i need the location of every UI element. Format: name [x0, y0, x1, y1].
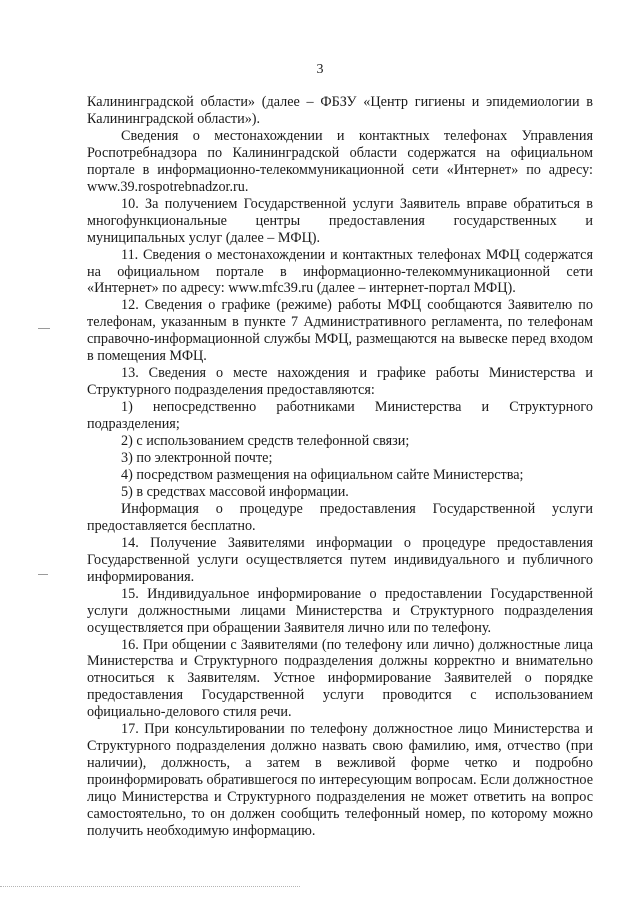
paragraph-17: 17. При консультировании по телефону должностное лицо Министерства и Структурного подразделения должно назвать свою фамилию, имя, отчество (при наличии), должность, а затем в вежливой форме четко и подробно проинформировать обратившегося по интересующим вопросам. Если должностное лицо Министерства и Структурного подразделения не может ответить на вопрос самостоятельно, то он должен сообщить телефонный номер, по которому можно получить необходимую информацию.	[87, 721, 593, 839]
scan-margin-mark	[38, 574, 48, 575]
list-item-3: 3) по электронной почте;	[121, 450, 273, 467]
paragraph-16: 16. При общении с Заявителями (по телефону или лично) должностные лица Министерства и Структурного подразделения должны корректно и внимательно относиться к Заявителям. Устное информирование Заявителей о порядке предоставления Государственной услуги проводится с использованием официально-делового стиля речи.	[87, 636, 593, 721]
scan-footer-artifact	[0, 886, 300, 888]
list-item-1: 1) непосредственно работниками Министерства и Структурного подразделения;	[87, 399, 593, 433]
paragraph-10: 10. За получением Государственной услуги Заявитель вправе обратиться в многофункциональные центры предоставления государственных и муниципальных услуг (далее – МФЦ).	[87, 195, 593, 246]
paragraph-15: 15. Индивидуальное информирование о предоставлении Государственной услуги должностными лицами Министерства и Структурного подразделения осуществляется при обращении Заявителя лично или по телефону.	[87, 585, 593, 636]
paragraph-11: 11. Сведения о местонахождении и контактных телефонах МФЦ содержатся на официальном портале в информационно-телекоммуникационной сети «Интернет» по адресу: www.mfc39.ru (далее – интернет-портал МФЦ).	[87, 246, 593, 297]
paragraph-free-info: Информация о процедуре предоставления Государственной услуги предоставляется бесплатно.	[87, 500, 593, 534]
document-body	[87, 94, 593, 840]
scan-margin-mark	[38, 328, 50, 329]
paragraph-13: 13. Сведения о месте нахождения и графике работы Министерства и Структурного подразделения предоставляются:	[87, 365, 593, 399]
paragraph-rospotrebnadzor-info: Сведения о местонахождении и контактных телефонах Управления Роспотребнадзора по Калининградской области содержатся на официальном портале в информационно-телекоммуникационной сети «Интернет» по адресу: www.39.rospotrebnadzor.ru.	[87, 127, 593, 195]
paragraph-14: 14. Получение Заявителями информации о процедуре предоставления Государственной услуги осуществляется путем индивидуального и публичного информирования.	[87, 534, 593, 585]
list-item-2: 2) с использованием средств телефонной связи;	[121, 433, 410, 450]
paragraph-continuation: Калининградской области» (далее – ФБЗУ «Центр гигиены и эпидемиологии в Калининградской области»).	[87, 94, 593, 127]
list-item-5: 5) в средствах массовой информации.	[121, 483, 349, 500]
list-item-4: 4) посредством размещения на официальном сайте Министерства;	[121, 466, 524, 483]
paragraph-12: 12. Сведения о графике (режиме) работы МФЦ сообщаются Заявителю по телефонам, указанным в пункте 7 Административного регламента, по телефонам справочно-информационной службы МФЦ, размещаются на вывеске перед входом в помещения МФЦ.	[87, 297, 593, 365]
page-number: 3	[316, 62, 324, 77]
